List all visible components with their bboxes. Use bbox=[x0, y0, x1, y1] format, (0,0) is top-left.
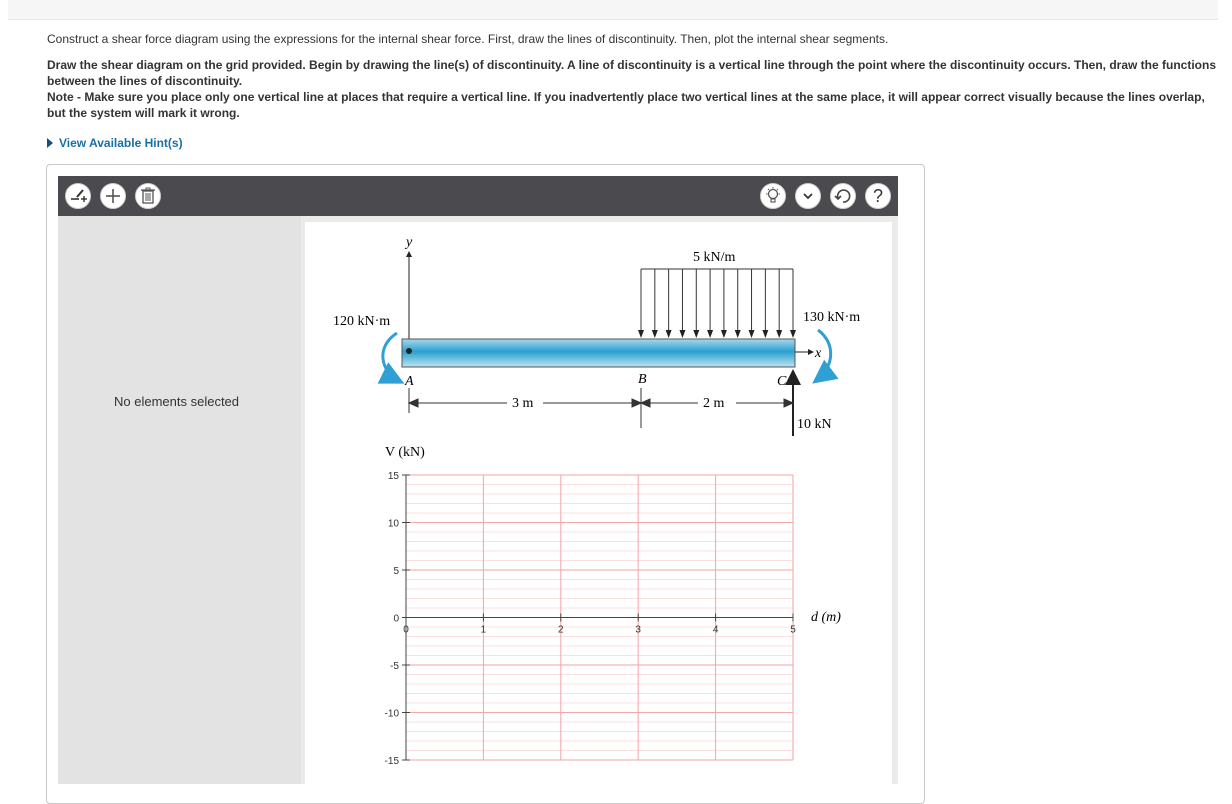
load-arrow-head bbox=[721, 330, 727, 338]
y-tick-label: 0 bbox=[393, 613, 399, 625]
help-icon: ? bbox=[872, 185, 883, 206]
instruction-bold bbox=[47, 57, 1222, 121]
chevron-down-icon bbox=[801, 189, 815, 203]
load-arrow-head bbox=[652, 330, 658, 338]
y-tick-label: 15 bbox=[387, 471, 399, 482]
load-arrow-head bbox=[762, 330, 768, 338]
reset-button[interactable] bbox=[830, 183, 856, 209]
expand-triangle-icon bbox=[47, 138, 53, 148]
help-button[interactable] bbox=[865, 183, 891, 209]
origin-point bbox=[406, 348, 412, 354]
x-tick-label: 2 bbox=[558, 624, 564, 636]
trash-icon bbox=[140, 187, 156, 205]
drawing-canvas bbox=[301, 216, 898, 784]
load-arrow-head bbox=[666, 330, 672, 338]
point-B-label: B bbox=[638, 372, 647, 387]
problem-figure bbox=[305, 222, 892, 784]
load-arrow-head bbox=[749, 330, 755, 338]
dimension-AB-label: 3 m bbox=[512, 396, 534, 411]
draw-line-button[interactable] bbox=[65, 183, 91, 209]
graph-tick-labels bbox=[385, 471, 797, 767]
dimension-BC-label: 2 m bbox=[703, 396, 725, 411]
graph-y-label: V (kN) bbox=[385, 445, 425, 460]
instruction-note: Note - Make sure you place only one vertical line at places that require a vertical line. If you inadvertently place two vertical lines at the same place, it will appear correct visually because the lines overlap, but the system will mark it wrong. bbox=[47, 90, 1205, 120]
y-tick-label: 10 bbox=[387, 518, 399, 530]
lightbulb-icon bbox=[763, 186, 783, 206]
hint-button[interactable] bbox=[760, 183, 786, 209]
y-axis-label: y bbox=[406, 235, 413, 250]
selection-status: No elements selected bbox=[114, 394, 240, 409]
graph-x-label: d (m) bbox=[811, 610, 841, 625]
add-button[interactable] bbox=[100, 183, 126, 209]
x-tick-label: 0 bbox=[403, 624, 409, 636]
options-dropdown-button[interactable] bbox=[795, 183, 821, 209]
load-arrow-head bbox=[679, 330, 685, 338]
view-hints-label: View Available Hint(s) bbox=[59, 136, 183, 150]
distributed-load-label: 5 kN/m bbox=[693, 250, 736, 265]
add-icon bbox=[104, 187, 122, 205]
properties-panel bbox=[58, 216, 301, 784]
instruction-intro: Construct a shear force diagram using the expressions for the internal shear force. First, draw the lines of discontinuity. Then, plot the internal shear segments. bbox=[47, 32, 889, 46]
reset-icon bbox=[834, 187, 852, 205]
x-axis-label: x bbox=[815, 346, 822, 361]
y-tick-label: 5 bbox=[393, 566, 399, 577]
load-arrow-head bbox=[735, 330, 741, 338]
x-tick-label: 4 bbox=[712, 624, 719, 636]
load-arrow-head bbox=[707, 330, 713, 338]
point-A-label: A bbox=[405, 374, 414, 389]
moment-arrow-left bbox=[383, 333, 399, 381]
beam bbox=[402, 339, 795, 367]
distributed-load bbox=[638, 269, 796, 338]
load-arrow-head bbox=[790, 330, 796, 338]
y-tick-label: -5 bbox=[390, 661, 399, 672]
point-C-label: C bbox=[777, 374, 787, 389]
y-tick-label: -10 bbox=[384, 708, 399, 720]
load-arrow-head bbox=[693, 330, 699, 338]
x-tick-label: 1 bbox=[480, 624, 487, 636]
moment-left-label: 120 kN·m bbox=[333, 314, 391, 329]
x-tick-label: 3 bbox=[635, 624, 641, 636]
view-hints-link[interactable] bbox=[47, 136, 183, 150]
load-arrow-head bbox=[638, 330, 644, 338]
delete-button[interactable] bbox=[135, 183, 161, 209]
x-tick-label: 5 bbox=[790, 624, 796, 636]
reaction-C-label: 10 kN bbox=[797, 417, 832, 432]
dimension-lines bbox=[409, 388, 793, 428]
instruction-draw: Draw the shear diagram on the grid provided. Begin by drawing the line(s) of discontinuity. A line of discontinuity is a vertical line through the point where the discontinuity occurs. Then, draw the functions between the lines of discontinuity. bbox=[47, 58, 1217, 88]
draw-line-icon bbox=[68, 186, 88, 206]
canvas-workspace[interactable] bbox=[305, 222, 892, 784]
graph-axes bbox=[402, 475, 793, 760]
y-tick-label: -15 bbox=[384, 756, 399, 767]
moment-right-label: 130 kN·m bbox=[803, 310, 861, 325]
load-arrow-head bbox=[776, 330, 782, 338]
drawing-toolbar bbox=[58, 176, 898, 216]
top-bar bbox=[8, 0, 1218, 20]
